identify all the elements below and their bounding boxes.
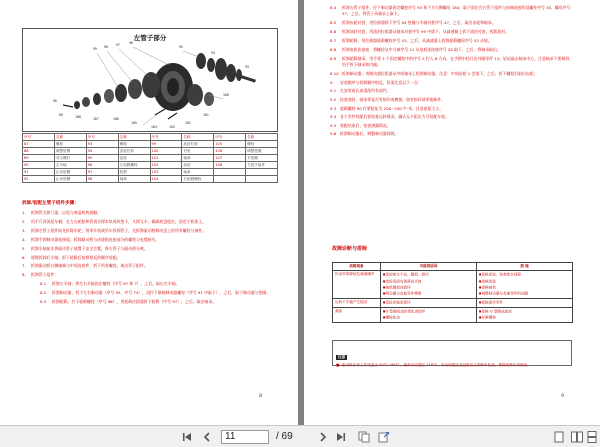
- fault-symptom-cell: 运转不平稳产生振动: [333, 298, 381, 307]
- step-text: 拆卸半轴前先将驱动管子放置于安全位置，将左管子与驱动桥分离。: [31, 245, 148, 251]
- diagram-title: 左管子部分: [133, 34, 167, 42]
- callout-label: 103: [169, 125, 175, 129]
- export-page-button[interactable]: [376, 429, 392, 445]
- instruction-step: [22, 228, 280, 234]
- table-header-cell: 序号: [150, 134, 182, 141]
- instruction-step: [330, 131, 576, 137]
- step-number: 9.: [330, 79, 334, 85]
- step-number: 3.: [22, 227, 26, 233]
- step-number: 9.4: [330, 114, 337, 120]
- instruction-substep: [330, 56, 576, 69]
- step-text: 拆卸轮毂，用拉拔器轮毂螺栓序号 43，之后，从减速器上拆卸轮毂螺栓序号 52 齿轮。: [342, 37, 492, 43]
- step-number: 8.7: [330, 37, 337, 43]
- table-cell: 油封衬套: [182, 141, 214, 148]
- table-header-cell: 名称: [246, 134, 278, 141]
- step-text: 拆卸齿轮衬套，用拉拔器拆下序号 94 垫圈与半轴衬套序号 47，之后，取出齿轮和轴承。: [342, 20, 496, 26]
- step-number: 9.5: [330, 122, 337, 128]
- callout-label: 107: [93, 117, 99, 121]
- table-cell: 轴承: [118, 176, 150, 183]
- table-cell: 97: [86, 169, 118, 176]
- table-cell: 93: [86, 141, 118, 148]
- instruction-step: [22, 272, 280, 278]
- step-text: 拆卸电机连接座，将螺栓从中分离序号 21 从电机连接座序号 20 取下，之后，将轴承取出。: [342, 46, 501, 52]
- first-page-button[interactable]: [180, 429, 194, 445]
- step-text: 安装顺序与拆卸顺序相反，但需注意以下一点：: [340, 79, 422, 85]
- measure-item: ■ 更换轴承: [479, 285, 570, 291]
- measure-item: ■ 拧紧螺栓: [479, 315, 570, 321]
- instruction-step: [22, 263, 280, 269]
- callout-label: 94: [211, 51, 215, 55]
- step-text: 拆卸左管子组件前先拆除车轮，用举升机或吊车拆卸管子，先拆卸驱动桥制动盘上的所有螺栓与备件。: [31, 227, 207, 233]
- step-text: 拆卸轮毂轴承，用手将 3 个固定螺栓中的序号 2 拧入 6 方向，在手柄中轻打出外圈零件 13，轻轻敲击轴承中心，注意轴承不要倾斜，用手拆下轴承和内圈。: [342, 55, 574, 68]
- continuous-scroll-icon: [587, 431, 597, 443]
- table-cell: 90: [23, 162, 55, 169]
- table-header-row: [23, 134, 278, 141]
- table-cell: 87: [23, 141, 55, 148]
- callout-label: 93: [245, 65, 249, 69]
- step-number: 9.1: [330, 88, 337, 94]
- step-text: 缓慢拆卸后半轴，拆下轮毂后按照相反的顺序装配。: [31, 254, 121, 260]
- measure-item: ■ 更换齿轮、检查啮合间隙: [479, 272, 570, 278]
- table-row: [333, 307, 573, 322]
- bullet-icon: ■: [336, 363, 340, 367]
- section-heading: 拆卸/装配左管子组件步骤：: [22, 201, 79, 206]
- page-number-input[interactable]: 11: [221, 430, 269, 444]
- axle-drawing: [23, 29, 279, 133]
- disassembly-instructions: [22, 200, 280, 308]
- fault-cause-cell: [381, 298, 477, 307]
- step-number: 1.: [22, 210, 26, 215]
- callout-label: 106: [113, 117, 119, 121]
- table-cell: 108: [214, 162, 246, 169]
- table-cell: 螺栓: [118, 141, 150, 148]
- cause-item: ■ 轴承磨损或损坏: [383, 285, 474, 291]
- instruction-step: [22, 246, 280, 252]
- table-header-cell: 序号: [23, 134, 55, 141]
- table-cell: 96: [86, 162, 118, 169]
- instruction-substep: [330, 38, 576, 44]
- instruction-step: [22, 237, 280, 243]
- pdf-viewer-toolbar: [0, 425, 600, 447]
- step-text: 拆卸油封衬套，用油封拉拔器从轴承衬套序号 99 中拔下，从减速箱上拆下油封衬套，拆卸油封。: [342, 29, 509, 35]
- table-cell: 对头螺钉: [54, 155, 86, 162]
- table-row: [23, 148, 278, 155]
- instruction-step: [330, 123, 576, 129]
- first-page-icon: [182, 432, 192, 442]
- step-number: 8.10: [330, 70, 339, 76]
- table-cell: 止动垫圈: [54, 176, 86, 183]
- table-cell: 88: [23, 148, 55, 155]
- table-cell: 100: [150, 148, 182, 155]
- notice-body: 驱动桥正常工作油温为 70°C~95°C，最高不应超过 110°C，若出现超过此温度应立即停车检查，排除故障后再使用。: [342, 363, 531, 367]
- fault-cause-cell: [381, 271, 477, 298]
- step-text: 拆卸手刹制动器连接线，拆卸驱动桥与齿轮箱连接部分的螺栓与电缆接头。: [31, 236, 160, 242]
- callout-label: 97: [116, 43, 120, 47]
- page-number: 8: [259, 394, 262, 399]
- instruction-step: [22, 255, 280, 261]
- table-cell: [214, 169, 246, 176]
- instruction-step: [330, 97, 576, 103]
- step-text: 拆卸管叉和门架，以免与离造机构接触。: [31, 210, 102, 215]
- notice-text: [336, 363, 568, 369]
- instruction-step: [22, 219, 280, 225]
- single-page-view-button[interactable]: [552, 429, 566, 445]
- cause-item: ■ O 型圈或油封老化或损坏: [383, 309, 474, 315]
- table-cell: 103: [150, 169, 182, 176]
- fault-diagnosis-table: [332, 262, 573, 323]
- table-cell: 齿轮: [118, 155, 150, 162]
- callout-label: 101: [203, 113, 209, 117]
- fault-cause-cell: [381, 307, 477, 322]
- measure-item: ■ 更换齿轮: [479, 279, 570, 285]
- table-header-cell: 序号: [86, 134, 118, 141]
- table-cell: 油封: [182, 162, 214, 169]
- instruction-step: [330, 80, 576, 86]
- instruction-substep: [330, 71, 576, 77]
- table-row: [23, 169, 278, 176]
- table-cell: 107: [214, 155, 246, 162]
- step-number: 2.: [22, 218, 26, 224]
- table-cell: [214, 176, 246, 183]
- step-number: 6.: [22, 254, 26, 260]
- table-row: [23, 155, 278, 162]
- step-text: 各个零件装配后要检查运转情况，确认无卡阻后方可装配车轮。: [340, 114, 449, 120]
- single-page-icon: [554, 431, 564, 443]
- cause-item: ■ 制动器与其他零件摩擦: [383, 291, 474, 297]
- table-cell: 衬垫: [182, 148, 214, 155]
- export-icon: [378, 431, 390, 443]
- fault-symptom-cell: 漏油: [333, 307, 381, 322]
- table-header-cell: 名称: [182, 134, 214, 141]
- table-cell: 101: [150, 155, 182, 162]
- document-page-left: [0, 0, 298, 425]
- table-cell: 左轮毂螺栓: [118, 162, 150, 169]
- total-pages-label: / 69: [276, 431, 293, 442]
- instruction-substep: [22, 290, 280, 296]
- table-header-cell: 可能的原因: [381, 263, 477, 271]
- callout-label: 96: [129, 41, 133, 45]
- step-number: 9.6: [330, 131, 337, 137]
- table-cell: 左半轴: [54, 162, 86, 169]
- step-number: 8.: [22, 272, 26, 278]
- prev-page-button[interactable]: [200, 429, 214, 445]
- cause-item: ■ 齿轮啮合不良，磨损、损坏: [383, 272, 474, 278]
- table-cell: 螺栓: [246, 141, 278, 148]
- measure-item: ■ 更换 O 型圈或油封: [479, 309, 570, 315]
- table-cell: [246, 176, 278, 183]
- table-cell: 调整垫圈: [246, 148, 278, 155]
- step-number: 8.6: [330, 29, 337, 35]
- table-cell: 102: [150, 162, 182, 169]
- chevron-left-icon: [202, 432, 212, 442]
- table-row: [23, 176, 278, 183]
- instruction-step: [330, 114, 576, 120]
- page-number: 9: [561, 394, 564, 399]
- step-number: 8.1: [40, 281, 47, 287]
- assembly-instructions: [330, 5, 576, 140]
- step-text: 拆卸制动器后，调整制动器间隙。: [340, 131, 399, 137]
- table-cell: 105: [214, 141, 246, 148]
- step-text: 轮毂螺栓 90 拧紧扭矩为 200~250 牛·米，注意扭矩大小。: [340, 105, 444, 111]
- notice-label: 注意: [338, 355, 346, 359]
- step-text: 拆卸驱动桥右侧轴端与中间连接件，拆下所有螺栓，取出管子组件。: [31, 263, 148, 269]
- table-cell: 螺栓: [54, 141, 86, 148]
- step-number: 9.2: [330, 97, 337, 103]
- callout-label: 108: [75, 115, 81, 119]
- step-number: 8.2: [40, 290, 47, 296]
- table-header-cell: 序号: [214, 134, 246, 141]
- table-row: [333, 271, 573, 298]
- table-cell: [246, 169, 278, 176]
- last-page-icon: [336, 432, 346, 442]
- last-page-button[interactable]: [334, 429, 348, 445]
- fault-measure-cell: [477, 271, 573, 298]
- step-number: 5.: [22, 245, 26, 251]
- step-text: 拆卸轮毂，拧下轮毂螺栓（序号 96），用轮毂拉拔器拆下轮毂（序号 97），之后，取出轴承。: [52, 299, 217, 305]
- table-row: [333, 298, 573, 307]
- step-number: 9.3: [330, 105, 337, 111]
- callout-label: 89: [59, 113, 63, 117]
- notice-box: [332, 340, 572, 366]
- table-cell: 止动垫圈: [54, 169, 86, 176]
- fault-symptom-cell: 传动效率降低及减速噪声: [333, 271, 381, 298]
- step-text: 拆卸右管子组件，拧下制动器固定螺栓序号 93 和下方右侧螺母 184，取下固定在右管子组件与前端连接的双螺柱序号 35、螺母序号 37，之后，将管子从轴承上取下。: [342, 5, 571, 17]
- fault-measure-cell: [477, 298, 573, 307]
- table-cell: 104: [150, 176, 182, 183]
- instruction-substep: [22, 281, 280, 287]
- instruction-step: [22, 210, 280, 216]
- step-number: 8.8: [330, 46, 337, 52]
- copy-icon: [358, 431, 370, 443]
- callout-label: 104: [151, 125, 157, 129]
- instruction-substep: [330, 47, 576, 53]
- callout-label: 102: [185, 121, 191, 125]
- table-cell: 左管子组件: [246, 162, 278, 169]
- cause-item: ■ 螺栓松动: [383, 315, 474, 321]
- instruction-substep: [330, 5, 576, 18]
- table-cell: 98: [86, 176, 118, 183]
- step-number: 7.: [22, 263, 26, 269]
- next-page-button[interactable]: [316, 429, 330, 445]
- table-header-row: [333, 263, 573, 271]
- table-cell: 106: [214, 148, 246, 155]
- callout-label: 99: [93, 47, 97, 51]
- step-number: 8.3: [40, 299, 47, 305]
- table-header-cell: 名称: [54, 134, 86, 141]
- cause-item: ■ 齿轮表面有剥落或点蚀: [383, 279, 474, 285]
- table-cell: 平垫圈: [246, 155, 278, 162]
- callout-label: 95: [179, 45, 183, 49]
- table-cell: 94: [86, 148, 118, 155]
- instruction-substep: [330, 29, 576, 35]
- step-number: 4.: [22, 236, 26, 242]
- instruction-step: [330, 88, 576, 94]
- step-text: 装配结束后，检查渗漏情况。: [340, 122, 391, 128]
- callout-label: 100: [223, 93, 229, 97]
- table-cell: 调整垫圈: [54, 148, 86, 155]
- step-text: 拆卸制动器，用制动器拉拔器从中间轴承上拆卸制动器，注意：中间齿轮 1 会落下，之后，拆下螺栓后取出齿轮。: [342, 70, 538, 76]
- cause-item: ■ 齿轮或轴承损坏: [383, 300, 474, 306]
- measure-item: ■ 调整制动器与其他零件的间隙: [479, 291, 570, 297]
- instruction-step: [330, 106, 576, 112]
- instruction-substep: [330, 20, 576, 26]
- callout-label: 105: [131, 121, 137, 125]
- table-cell: 右轮毂螺栓: [182, 176, 214, 183]
- table-header-cell: 名称: [118, 134, 150, 141]
- step-text: 拆卸左半轴，将左右半轴固定螺栓（序号 87 和 ?），之后，取出左半轴。: [52, 281, 180, 287]
- step-text: 用千斤顶顶起车辆，在左右轮胎和管道支撑木块或块垫下，支撑叉车，确保底盘稳定，固定于机体上。: [31, 218, 207, 224]
- fault-section-heading: 故障诊断与排除: [332, 246, 368, 252]
- table-cell: 92: [23, 176, 55, 183]
- table-row: [23, 162, 278, 169]
- table-cell: 95: [86, 155, 118, 162]
- table-row: [23, 141, 278, 148]
- callout-label: 90: [53, 99, 57, 103]
- scroll-view-button[interactable]: [586, 429, 598, 445]
- step-number: 8.4: [330, 5, 337, 10]
- step-text: 在安装前认真清洗所有部件。: [340, 88, 391, 94]
- table-cell: 轮毂: [118, 169, 150, 176]
- table-header-cell: 措 施: [477, 263, 573, 271]
- table-cell: 99: [150, 141, 182, 148]
- two-page-icon: [571, 431, 583, 443]
- step-text: 拆卸管子组件：: [31, 272, 59, 278]
- table-cell: 89: [23, 155, 55, 162]
- parts-list-table: [22, 133, 278, 183]
- document-page-right: [304, 0, 600, 425]
- callout-label: 98: [104, 45, 108, 49]
- two-page-view-button[interactable]: [570, 429, 584, 445]
- step-text: 检查油封、轴承等是否有损坏或磨损，如有损坏请更换新件。: [340, 97, 446, 103]
- measure-item: ■ 更换损坏零件: [479, 300, 570, 306]
- instruction-substep: [22, 299, 280, 305]
- chevron-right-icon: [318, 432, 328, 442]
- step-text: 拆卸制动器，拆下左右制动器（序号 95、序号 74），再拧下联接制动器螺栓（序号 91 中取下），之后，取下制动器与垫圈。: [52, 290, 271, 296]
- step-number: 8.9: [330, 55, 337, 61]
- table-cell: 轴承: [182, 169, 214, 176]
- step-number: 8.5: [330, 20, 337, 26]
- table-cell: 齿轮衬套: [118, 148, 150, 155]
- copy-page-button[interactable]: [356, 429, 372, 445]
- table-header-cell: 故障现象: [333, 263, 381, 271]
- table-cell: 轴承: [182, 155, 214, 162]
- exploded-parts-diagram: [22, 28, 278, 132]
- table-cell: 91: [23, 169, 55, 176]
- fault-measure-cell: [477, 307, 573, 322]
